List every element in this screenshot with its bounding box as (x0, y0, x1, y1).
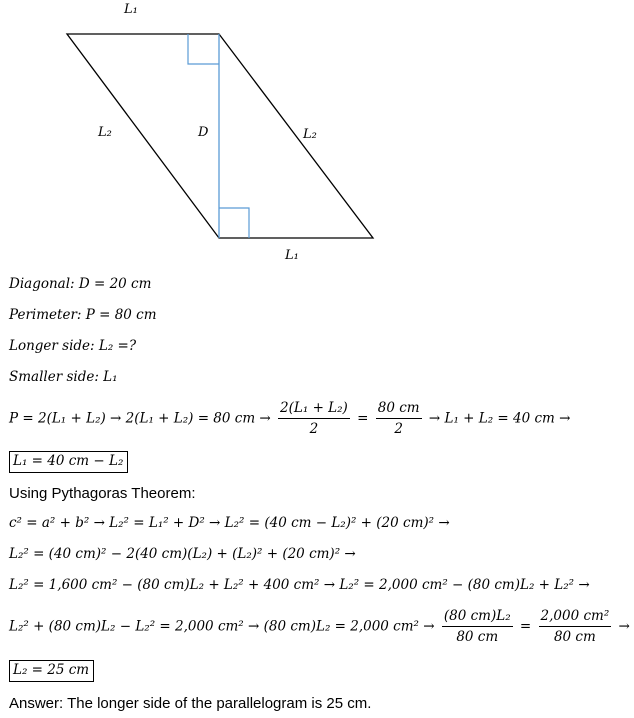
given-smaller-side: Smaller side: L₁ (9, 369, 118, 385)
fraction-numerator: 80 cm (376, 400, 422, 419)
line4-fraction-2 (539, 608, 612, 645)
fraction-denominator: 80 cm (456, 629, 499, 645)
line4-part-a: L₂² + (80 cm)L₂ − L₂² = 2,000 cm² → (80 cm)L₂ = 2,000 cm² → (9, 618, 435, 635)
line4-part-b: → (618, 618, 630, 635)
final-answer: Answer: The longer side of the parallelogram is 25 cm. (9, 695, 372, 712)
pythagoras-line-2: L₂² = (40 cm)² − 2(40 cm)(L₂) + (L₂)² + (20 cm)² → (9, 546, 356, 562)
perimeter-fraction-1 (278, 400, 350, 437)
given-diagonal: Diagonal: D = 20 cm (9, 276, 152, 292)
fraction-numerator: (80 cm)L₂ (442, 608, 513, 627)
boxed-result-l2: L₂ = 25 cm (9, 660, 94, 682)
boxed-result-l1: L₁ = 40 cm − L₂ (9, 451, 128, 473)
fraction-denominator: 2 (394, 421, 403, 437)
perimeter-fraction-2 (376, 400, 422, 437)
label-right-side: L₂ (303, 127, 317, 142)
parallelogram-figure (0, 0, 634, 270)
right-angle-marker-bottom (219, 208, 249, 238)
perimeter-equation (9, 400, 570, 437)
fraction-numerator: 2,000 cm² (539, 608, 612, 627)
pythagoras-line-4 (9, 608, 630, 645)
label-diagonal: D (198, 125, 209, 140)
pythagoras-line-1: c² = a² + b² → L₂² = L₁² + D² → L₂² = (40 cm − L₂)² + (20 cm)² → (9, 515, 450, 531)
equals-sign: = (357, 410, 369, 427)
pythagoras-heading: Using Pythagoras Theorem: (9, 485, 196, 502)
right-angle-marker-top (188, 34, 219, 64)
fraction-denominator: 2 (309, 421, 319, 437)
perimeter-eq-part-a: P = 2(L₁ + L₂) → 2(L₁ + L₂) = 80 cm → (9, 410, 271, 427)
perimeter-eq-part-b: → L₁ + L₂ = 40 cm → (428, 410, 571, 427)
label-top-side: L₁ (124, 2, 138, 17)
label-left-side: L₂ (98, 125, 112, 140)
given-longer-side: Longer side: L₂ =? (9, 338, 137, 354)
given-perimeter: Perimeter: P = 80 cm (9, 307, 157, 323)
pythagoras-line-3: L₂² = 1,600 cm² − (80 cm)L₂ + L₂² + 400 cm² → L₂² = 2,000 cm² − (80 cm)L₂ + L₂² → (9, 577, 590, 593)
fraction-numerator: 2(L₁ + L₂) (278, 400, 350, 419)
label-bottom-side: L₁ (285, 248, 299, 263)
fraction-denominator: 80 cm (553, 629, 596, 645)
equals-sign: = (519, 618, 532, 635)
line4-fraction-1 (442, 608, 513, 645)
